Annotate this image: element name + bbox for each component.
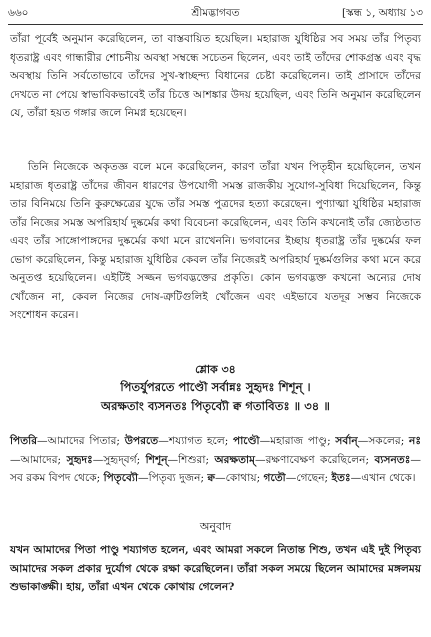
synonym-word: গতৌ: [263, 472, 286, 484]
header-rule: [8, 24, 423, 25]
synonym-meaning: —সুহৃদ্‌বর্গ;: [92, 453, 146, 466]
synonym-meaning: —পিতৃব্য দুজন;: [138, 472, 208, 484]
synonym-word: উপরতে: [124, 435, 159, 447]
synonym-meaning: —রক্ষণাবেক্ষণ করেছিলেন;: [254, 453, 375, 466]
synonym-meaning: —সব রকম বিপদ থেকে;: [10, 453, 421, 484]
synonym-meaning: —শয্যাগত হলে;: [158, 435, 234, 447]
synonym-word: শিশূন্: [145, 453, 168, 466]
verse-line-2: অরক্ষতাং ব্যসনতঃ পিতৃব্যৌ ক্ব গতাবিতঃ ॥ ৩৪ ॥: [101, 399, 330, 413]
synonym-word: পিতরি: [10, 435, 38, 447]
translation-heading: অনুবাদ: [199, 520, 232, 533]
synonym-word: সুহৃদঃ: [66, 453, 93, 466]
book-title: শ্রীমদ্ভাগবত: [191, 7, 240, 19]
running-header: [8, 6, 423, 22]
synonym-word: ব্যসনতঃ: [374, 453, 411, 466]
purport-paragraph-2: তিনি নিজেকে অকৃতজ্ঞ বলে মনে করেছিলেন, কারণ তাঁরা যখন পিতৃহীন হয়েছিলেন, তখন মহারাজ ধৃতরাষ্ট্র তাঁদের জীবন ধারণের উপযোগী সমস্ত রাজকীয় সুযোগ-সুবিধা দিয়েছিলেন, কিন্তু তার বিনিময়ে তিনি কুরুক্ষেত্রের যুদ্ধে তাঁর সমস্ত পুত্রদের হত্যা করেছেন। পুণ্যাত্মা যুধিষ্ঠির মহারাজ তাঁর নিজের সমস্ত অপরিহার্য দুষ্কর্মের কথা বিবেচনা করেছিলেন, এবং তিনি কখনোই তাঁর জ্যেষ্ঠতাত এবং তাঁর সাঙ্গোপাঙ্গদের দুষ্কর্মের কথা মনে রাখেননি। ভগবানের ইচ্ছায় ধৃতরাষ্ট্র তাঁর দুষ্কর্মের ফল ভোগ করেছিলেন, কিন্তু মহারাজ যুধিষ্ঠির কেবল তাঁর নিজেরই অপরিহার্য দুষ্কর্মগুলির কথা মনে করে অনুতপ্ত হয়েছিলেন। এইটিই সজ্জন ভগবদ্ভক্তের প্রকৃতি। কোন ভগবদ্ভক্ত কখনো অন্যের দোষ খোঁজেন না, কেবল নিজের দোষ-ত্রুটিগুলিই খোঁজেন এবং এইভাবে যতদূর সম্ভব নিজেকে সংশোধন করেন।: [10, 161, 421, 321]
translation-text: যখন আমাদের পিতা পাণ্ডু শয্যাগত হলেন, এবং আমরা সকলে নিতান্ত শিশু, তখন এই দুই পিতৃব্য আমাদের সকল প্রকার দুর্যোগ থেকে রক্ষা করেছিলেন। তাঁরা সকল সময়ে ছিলেন আমাদের মঙ্গলময় শুভাকাঙ্ক্ষী। হায়, তাঁরা এখন থেকে কোথায় গেলেন?: [10, 544, 421, 593]
synonym-word: পাণ্ডৌ: [233, 435, 260, 447]
synonym-meaning: —এখান থেকে।: [350, 472, 416, 484]
synonyms-block: [10, 432, 421, 488]
synonym-word: পিতৃব্যৌ: [103, 472, 139, 484]
verse-heading: শ্লোক ৩৪: [195, 363, 236, 376]
synonym-word: অরক্ষতাম্: [214, 453, 255, 466]
synonym-meaning: —আমাদের পিতার;: [37, 435, 125, 447]
synonym-meaning: —গেছেন;: [285, 472, 332, 484]
synonym-meaning: —মহারাজ পাণ্ডু;: [259, 435, 336, 447]
synonym-word: ইতঃ: [331, 472, 351, 484]
synonym-meaning: —শিশুরা;: [167, 453, 215, 466]
synonym-meaning: —আমাদের;: [10, 453, 67, 466]
synonym-word: সর্বান্: [335, 435, 358, 447]
verse-line-1: পিতর্যুপরতে পাণ্ডৌ সর্বান্নঃ সুহৃদঃ শিশূন্ ।: [120, 380, 311, 394]
purport-paragraph-1: তাঁরা পূর্বেই অনুমান করেছিলেন, তা বাস্তবায়িত হয়েছিল। মহারাজ যুধিষ্ঠির সব সময় তাঁর পিতৃব্য ধৃতরাষ্ট্র এবং গান্ধারীর শোচনীয় অবস্থা সম্বন্ধে সচেতন ছিলেন, এবং তাই তাঁদের শোকগ্রস্ত এবং বৃদ্ধ অবস্থায় তিনি সর্বতোভাবে তাঁদের সুখ-স্বাচ্ছন্দ্য বিধানের চেষ্টা করেছিলেন। তাই প্রাসাদে তাঁদের দেখতে না পেয়ে স্বাভাবিকভাবেই তাঁর চিত্তে আশঙ্কার উদয় হয়েছিল, এবং তিনি অনুমান করেছিলেন যে, তাঁরা হয়ত গঙ্গার জলে নিমগ্ন হয়েছেন।: [10, 33, 421, 119]
synonym-meaning: —সকলের;: [357, 435, 410, 447]
synonym-word: নঃ: [409, 435, 422, 447]
section-reference: [স্কন্ধ ১, অধ্যায় ১৩: [341, 7, 423, 19]
synonym-word: ক্ব: [207, 472, 216, 484]
page-number: ৬৬০: [8, 7, 29, 19]
synonym-meaning: —কোথায়;: [215, 472, 264, 484]
